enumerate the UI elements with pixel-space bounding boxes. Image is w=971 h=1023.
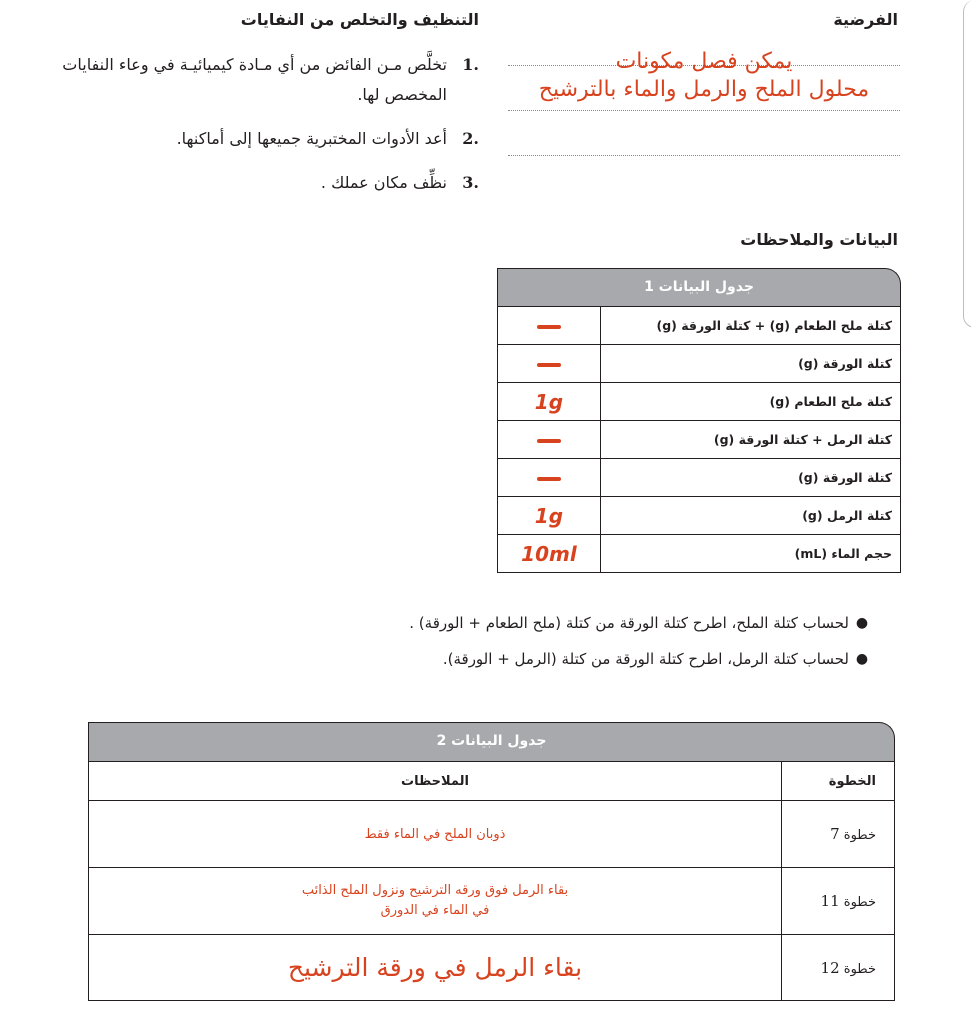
cleanup-list (59, 50, 479, 212)
row-label: حجم الماء (mL) (600, 535, 900, 573)
dash-mark (537, 477, 561, 481)
table-row (89, 935, 895, 1001)
row-value-cell[interactable] (498, 307, 601, 345)
step-number: 7 (830, 825, 840, 843)
step-cell (782, 801, 895, 868)
observation-cell[interactable] (89, 868, 782, 935)
row-label: كتلة الرمل + كتلة الورقة (g) (600, 421, 900, 459)
data-section-title: البيانات والملاحظات (740, 230, 898, 249)
step-label: خطوة (843, 895, 876, 910)
table-row (498, 497, 901, 535)
row-value-cell[interactable] (498, 535, 601, 573)
step-label: خطوة (843, 961, 876, 977)
step-number: 11 (820, 892, 840, 910)
row-value-cell[interactable] (498, 421, 601, 459)
step-number: 12 (820, 958, 840, 977)
data-table-1-title: جدول البيانات 1 (497, 268, 901, 306)
dash-mark (537, 325, 561, 329)
cleanup-item-text: تخلَّص مـن الفائض من أي مـادة كيميائيـة في وعاء النفايات المخصص لها. (62, 55, 447, 104)
header-observations: الملاحظات (89, 762, 782, 801)
table-row (498, 383, 901, 421)
table-row (498, 345, 901, 383)
data-table-1 (497, 268, 901, 573)
cleanup-item-number: 2. (462, 129, 479, 148)
row-value-cell[interactable] (498, 497, 601, 535)
row-label: كتلة الورقة (g) (600, 345, 900, 383)
hypothesis-title: الفرضية (833, 10, 898, 29)
table-header-row (89, 762, 895, 801)
step-cell (782, 868, 895, 935)
row-value-cell[interactable] (498, 383, 601, 421)
table-row (89, 801, 895, 868)
table-row (498, 459, 901, 497)
data-table-2 (88, 722, 895, 1001)
table-row (498, 307, 901, 345)
observation-cell[interactable]: بقاء الرمل في ورقة الترشيح (89, 935, 782, 1001)
answer-line-2 (508, 110, 900, 111)
row-value-cell[interactable] (498, 459, 601, 497)
header-step: الخطوة (782, 762, 895, 801)
step-cell (782, 935, 895, 1001)
row-label: كتلة الرمل (g) (600, 497, 900, 535)
answer-line-3 (508, 155, 900, 156)
row-label: كتلة ملح الطعام (g) (600, 383, 900, 421)
instructions-list (275, 612, 875, 684)
row-label: كتلة الورقة (g) (600, 459, 900, 497)
table-row (89, 868, 895, 935)
bullet-icon: ● (855, 651, 869, 667)
table-row (498, 421, 901, 459)
cleanup-item (59, 50, 479, 110)
dash-mark (537, 363, 561, 367)
hypothesis-answer-line-1: يمكن فصل مكونات (615, 49, 793, 74)
bullet-icon: ● (855, 615, 869, 631)
cleanup-item (59, 124, 479, 154)
table-row (498, 535, 901, 573)
cleanup-item-text: نظِّف مكان عملك . (320, 173, 447, 192)
row-value: 10ml (521, 541, 577, 566)
instruction-item (275, 648, 875, 670)
row-value: 1g (534, 389, 564, 414)
hypothesis-answer[interactable] (508, 48, 900, 104)
hypothesis-answer-line-2: محلول الملح والرمل والماء بالترشيح (538, 77, 870, 102)
step-label: خطوة (843, 828, 876, 843)
observation-line-2: في الماء في الدورق (380, 903, 490, 918)
instruction-item (275, 612, 875, 634)
row-value: 1g (534, 503, 564, 528)
cleanup-item-text: أعد الأدوات المختبرية جميعها إلى أماكنها. (176, 129, 447, 148)
cleanup-item-number: 1. (462, 55, 479, 74)
cleanup-item-number: 3. (462, 173, 479, 192)
cleanup-title: التنظيف والتخلص من النفايات (240, 10, 479, 29)
row-value-cell[interactable] (498, 345, 601, 383)
instruction-text: لحساب كتلة الملح، اطرح كتلة الورقة من كتلة (ملح الطعام + الورقة) . (409, 614, 849, 632)
data-table-2-title: جدول البيانات 2 (88, 722, 895, 761)
observation-cell[interactable]: ذوبان الملح في الماء فقط (89, 801, 782, 868)
side-panel-edge (963, 0, 971, 328)
dash-mark (537, 439, 561, 443)
observation-line-1: بقاء الرمل فوق ورقه الترشيح ونزول الملح الذائب (301, 883, 569, 898)
row-label: كتلة ملح الطعام (g) + كتلة الورقة (g) (600, 307, 900, 345)
cleanup-item (59, 168, 479, 198)
instruction-text: لحساب كتلة الرمل، اطرح كتلة الورقة من كتلة (الرمل + الورقة). (442, 650, 849, 668)
